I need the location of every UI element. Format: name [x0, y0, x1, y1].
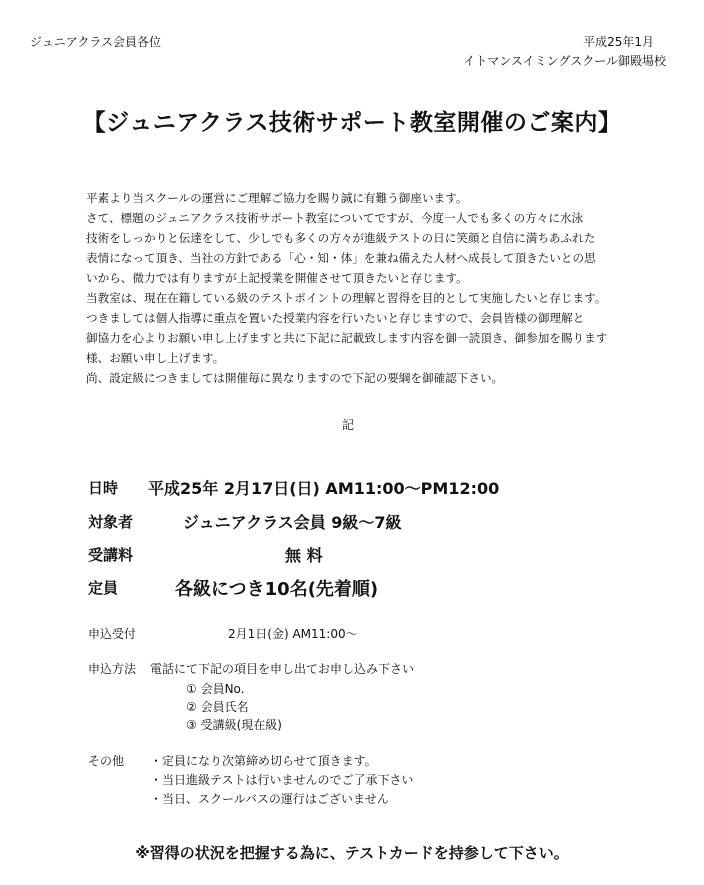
document-title: 【ジュニアクラス技術サポート教室開催のご案内】 — [82, 110, 622, 136]
sender-name: イトマンスイミングスクール御殿場校 — [463, 54, 666, 68]
reception-value: 2月1日(金) AM11:00～ — [228, 627, 358, 641]
target-label: 対象者 — [88, 513, 134, 531]
body-line-3: 技術をしっかりと伝達をして、少しでも多くの方々が進級テストの日に笑顔と自信に満ちあふれた — [86, 231, 596, 245]
issue-date: 平成25年1月 — [583, 35, 654, 49]
body-line-1: 平素より当スクールの運営にご理解ご協力を賜り誠に有難う御座います。 — [86, 191, 468, 205]
capacity-value: 各級につき10名(先着順) — [175, 579, 379, 600]
fee-label: 受講料 — [88, 546, 134, 564]
footer-note: ※習得の状況を把握する為に、テストカードを持参して下さい。 — [135, 844, 569, 862]
body-line-7: つきましては個人指導に重点を置いた授業内容を行いたいと存じますので、会員皆様の御理解と — [86, 311, 585, 325]
addressee: ジュニアクラス会員各位 — [30, 35, 162, 49]
other-item-3: ・当日、スクールバスの運行はございません — [150, 792, 389, 806]
body-line-9: 様、お願い申し上げます。 — [86, 351, 225, 365]
other-label: その他 — [88, 754, 125, 768]
datetime-label: 日時 — [88, 479, 119, 497]
method-item-member-name: ② 会員氏名 — [186, 700, 249, 714]
method-intro: 電話にて下記の項目を申し出てお申し込み下さい — [150, 662, 415, 676]
reception-label: 申込受付 — [88, 627, 137, 641]
capacity-label: 定員 — [88, 579, 119, 597]
method-item-current-level: ③ 受講級(現在級) — [186, 718, 282, 732]
method-item-member-no: ① 会員No. — [186, 682, 245, 696]
body-line-5: いから、微力では有りますが上記授業を開催させて頂きたいと存じます。 — [86, 271, 468, 285]
other-item-2: ・当日進級テストは行いませんのでご了承下さい — [150, 773, 414, 787]
body-line-6: 当教室は、現在在籍している級のテストポイントの理解と習得を目的として実施したいと存じます。 — [86, 291, 607, 305]
target-value: ジュニアクラス会員 9級～7級 — [183, 513, 402, 532]
ki-marker: 記 — [342, 418, 355, 432]
body-line-10: 尚、設定級につきましては開催毎に異なりますので下記の要綱を御確認下さい。 — [86, 371, 504, 385]
fee-value: 無 料 — [285, 546, 323, 565]
body-line-8: 御協力を心よりお願い申し上げますと共に下記に記載致します内容を御一読頂き、御参加を賜ります — [86, 331, 608, 345]
body-line-2: さて、標題のジュニアクラス技術サポート教室についてですが、今度一人でも多くの方々に水泳 — [86, 211, 584, 225]
body-line-4: 表情になって頂き、当社の方針である「心・知・体」を兼ね備えた人材へ成長して頂きたいとの思 — [86, 251, 596, 265]
datetime-value: 平成25年 2月17日(日) AM11:00～PM12:00 — [148, 479, 500, 498]
other-item-1: ・定員になり次第締め切らせて頂きます。 — [150, 754, 377, 768]
method-label: 申込方法 — [88, 662, 137, 676]
